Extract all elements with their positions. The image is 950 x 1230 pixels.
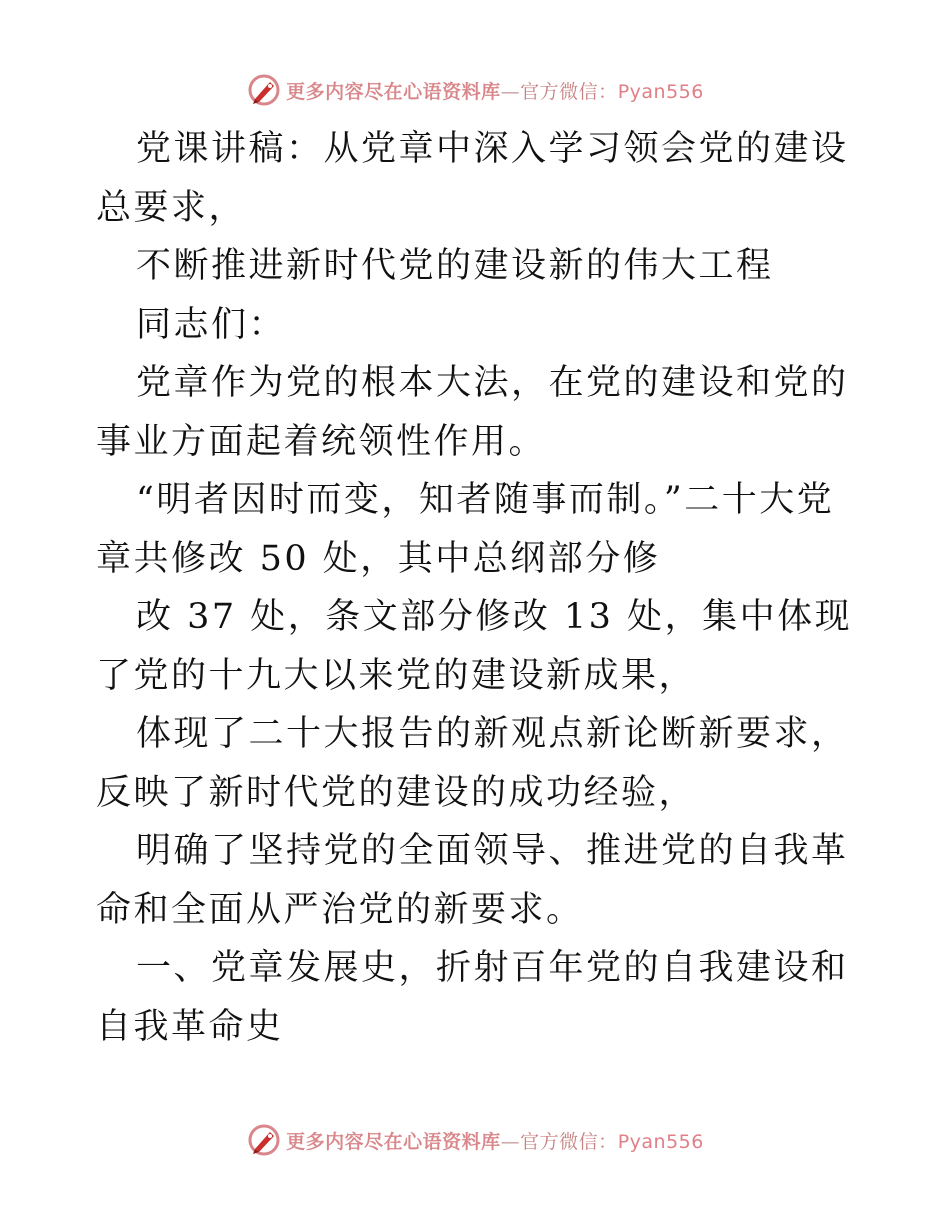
watermark-brand: 更多内容尽在心语资料库 <box>286 80 501 103</box>
watermark-brand: 更多内容尽在心语资料库 <box>286 1130 501 1153</box>
section-heading: 一、党章发展史，折射百年党的自我建设和自我革命史 <box>96 948 849 1047</box>
body-paragraph: 党章作为党的根本大法，在党的建设和党的事业方面起着统领性作用。 <box>96 363 849 462</box>
body-paragraph: 改 37 处，条文部分修改 13 处，集中体现了党的十九大以来党的建设新成果， <box>96 597 853 696</box>
watermark-official-label: 官方微信： <box>520 80 618 103</box>
pen-nib-circle-icon <box>246 72 282 108</box>
document-title-line-1: 党课讲稿：从党章中深入学习领会党的建设总要求， <box>96 129 849 228</box>
document-title-line-2: 不断推进新时代党的建设新的伟大工程 <box>136 246 774 286</box>
watermark-account: Pyan556 <box>617 1130 704 1153</box>
watermark-account: Pyan556 <box>617 80 704 103</box>
body-paragraph: 明确了坚持党的全面领导、推进党的自我革命和全面从严治党的新要求。 <box>96 831 849 930</box>
footer-watermark <box>0 1120 950 1160</box>
header-watermark <box>0 70 950 110</box>
document-body <box>96 120 856 1056</box>
watermark-dash: — <box>500 1130 521 1153</box>
pen-nib-circle-icon <box>246 1122 282 1158</box>
watermark-text <box>286 1127 704 1154</box>
body-paragraph: 体现了二十大报告的新观点新论断新要求，反映了新时代党的建设的成功经验， <box>96 714 849 813</box>
salutation: 同志们： <box>136 304 287 345</box>
watermark-text <box>286 77 704 104</box>
watermark-official-label: 官方微信： <box>520 1130 618 1153</box>
body-paragraph: “明者因时而变，知者随事而制。”二十大党章共修改 50 处，其中总纲部分修 <box>96 480 835 579</box>
watermark-dash: — <box>500 80 521 103</box>
